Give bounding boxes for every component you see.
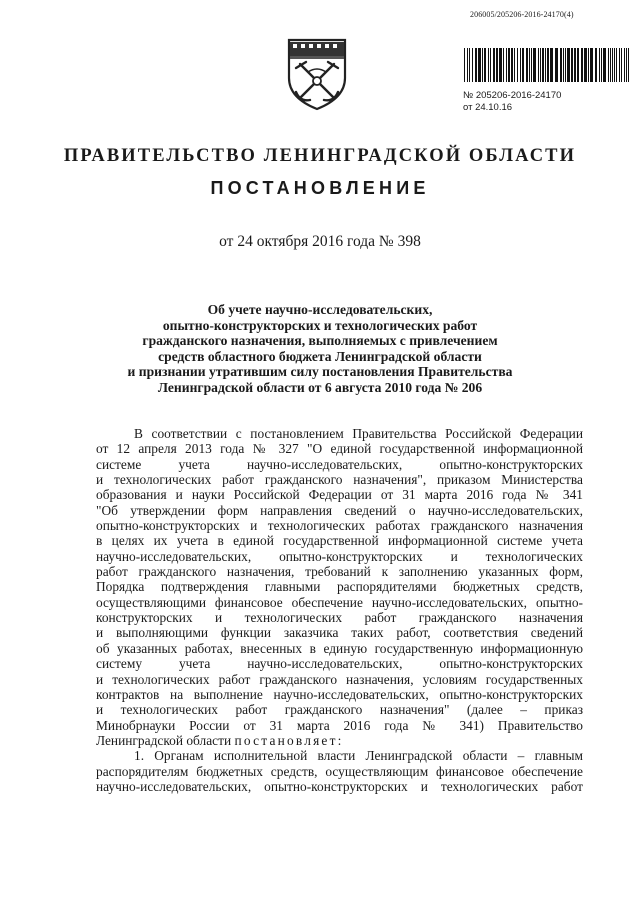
barcode-bar (608, 48, 609, 82)
barcode-bar (517, 48, 518, 82)
barcode-bar (542, 48, 544, 82)
body-line: распорядителям бюджетных средств, осуществляющим финансовое обеспечение (96, 763, 583, 779)
barcode-bar (547, 48, 549, 82)
registration-code: 206005/205206-2016-24170(4) (470, 10, 574, 19)
body-line: и выполняющими функции заказчика таких работ, соответствия сведений (96, 625, 583, 641)
heading-line: опытно-конструкторских и технологических работ (162, 317, 478, 333)
barcode-bar (533, 48, 536, 82)
coat-of-arms-icon (286, 36, 348, 112)
barcode-bar (503, 48, 504, 82)
barcode-bar (624, 48, 625, 82)
barcode-bar (595, 48, 597, 82)
barcode-bar (514, 48, 515, 82)
body-line: 1. Органам исполнительной власти Ленинградской области – главным (134, 748, 583, 764)
barcode-bar (484, 48, 486, 82)
barcode-bar (571, 48, 573, 82)
body-line: научно-исследовательских, опытно-конструкторских и технологических работ (96, 778, 583, 794)
registration-date: от 24.10.16 (463, 102, 513, 113)
barcode-bar (603, 48, 606, 82)
body-line: Порядка подтверждения главными распорядителями бюджетных средств, (96, 579, 583, 595)
barcode-bar (610, 48, 611, 82)
barcode-bar (555, 48, 558, 82)
barcode-bar (565, 48, 566, 82)
barcode-bar (526, 48, 528, 82)
registration-number: № 205206-2016-24170 (463, 90, 562, 101)
body-line: и технологических работ гражданского назначения", приказом Министерства (96, 472, 583, 488)
body-line: контрактов на выполнение научно-исследовательских, опытно-конструкторских (96, 686, 583, 702)
body-line: работ гражданского назначения, требований к заполнению указанных форм, (96, 564, 583, 580)
body-line: систему учета научно-исследовательских, опытно-конструкторских (96, 656, 583, 672)
barcode-bar (626, 48, 627, 82)
barcode-bar (588, 48, 589, 82)
barcode-bar (511, 48, 513, 82)
barcode-bar (560, 48, 562, 82)
body-line: образования и науки Российской Федерации от 31 марта 2016 года № 341 (96, 487, 583, 503)
barcode-bar (612, 48, 613, 82)
barcode-bar (531, 48, 532, 82)
body-line: "Об утверждении форм направления сведений о научно-исследовательских, (96, 502, 583, 518)
barcode-bar (493, 48, 495, 82)
barcode-bar (545, 48, 546, 82)
heading-line: Об учете научно-исследовательских, (207, 302, 433, 317)
barcode-bar (599, 48, 600, 82)
body-line: и технологических работ гражданского назначения" (далее – приказ (96, 702, 583, 718)
barcode-bar (482, 48, 483, 82)
barcode-bar (581, 48, 583, 82)
body-line: Ленинградской области (96, 732, 232, 748)
barcode-bar (522, 48, 524, 82)
barcode-bar (538, 48, 539, 82)
barcode-bar (496, 48, 498, 82)
body-line: конструкторских и технологических работ гражданского назначения (96, 610, 583, 626)
barcode-bar (590, 48, 593, 82)
barcode-bar (550, 48, 553, 82)
barcode-bar (469, 48, 470, 82)
barcode-bar (508, 48, 510, 82)
barcode-bar (472, 48, 473, 82)
body-line: от 12 апреля 2013 года № 327 "О единой государственной информационной (96, 441, 583, 457)
barcode-bar (567, 48, 570, 82)
document-heading (120, 302, 520, 396)
document-type: ПОСТАНОВЛЕНИЕ (210, 178, 430, 198)
body-line: и технологических работ гражданского назначения, условиям государственных (96, 671, 583, 687)
barcode-bar (475, 48, 477, 82)
barcode-bar (614, 48, 615, 82)
body-line-resolves (96, 733, 583, 748)
document-body (96, 426, 583, 794)
barcode-bar (490, 48, 491, 82)
resolves-word: постановляет: (234, 732, 344, 748)
heading-line: и признании утратившим силу постановления Правительства (127, 364, 513, 380)
body-line: системе учета научно-исследовательских, опытно-конструкторских (96, 456, 583, 472)
barcode-bar (584, 48, 587, 82)
registration-block (463, 90, 561, 114)
body-line: научно-исследовательских, опытно-конструкторских и технологических (96, 548, 583, 564)
barcode-bar (619, 48, 620, 82)
body-line: В соответствии с постановлением Правительства Российской Федерации (134, 426, 583, 441)
barcode-bar (616, 48, 617, 82)
barcode-bar (628, 48, 629, 82)
barcode-bar (529, 48, 530, 82)
heading-line: гражданского назначения, выполняемых с привлечением (142, 333, 498, 349)
body-line: осуществляющими финансовое обеспечение научно-исследовательских, опытно- (96, 594, 583, 610)
barcode-bar (577, 48, 579, 82)
barcode-bar (488, 48, 489, 82)
document-date: от 24 октября 2016 года № 398 (219, 233, 421, 250)
body-line: Минобрнауки России от 31 марта 2016 года № 341) Правительство (96, 717, 583, 733)
barcode-bar (506, 48, 507, 82)
barcode-icon (462, 48, 634, 82)
barcode-bar (467, 48, 468, 82)
organization-title: ПРАВИТЕЛЬСТВО ЛЕНИНГРАДСКОЙ ОБЛАСТИ (63, 146, 577, 166)
barcode-bar (563, 48, 564, 82)
barcode-bar (464, 48, 465, 82)
body-line: об указанных работах, внесенных в единую государственную информационную (96, 640, 583, 656)
barcode-bar (499, 48, 502, 82)
barcode-bar (540, 48, 541, 82)
barcode-bar (520, 48, 521, 82)
body-line: в целях их учета в единой государственной информационной системе учета (96, 533, 583, 549)
heading-line: Ленинградской области от 6 августа 2010 года № 206 (157, 379, 483, 395)
barcode-bar (601, 48, 602, 82)
barcode-bar (574, 48, 576, 82)
barcode-bar (478, 48, 481, 82)
barcode-bar (621, 48, 622, 82)
heading-line: средств областного бюджета Ленинградской области (158, 348, 482, 364)
body-line: опытно-конструкторских и технологических работах гражданского назначения (96, 518, 583, 534)
